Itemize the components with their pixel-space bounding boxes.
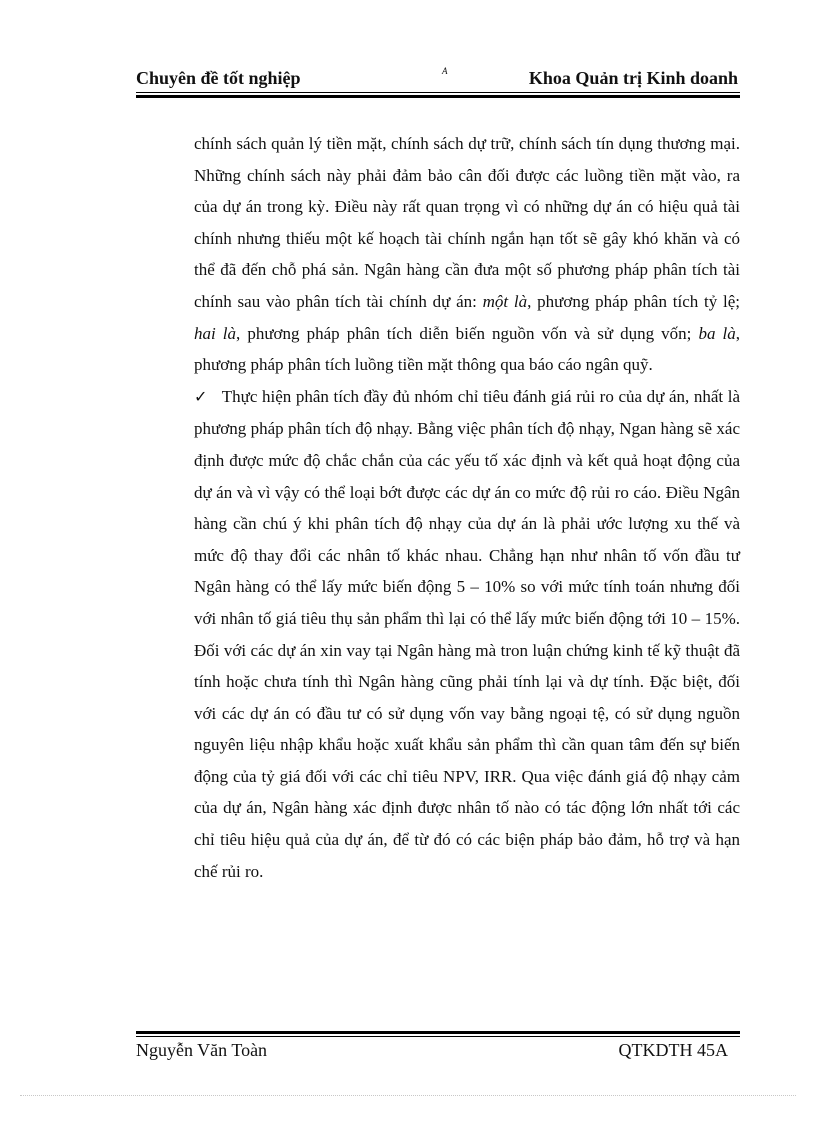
footer-class: QTKDTH 45A bbox=[618, 1040, 728, 1060]
footer-author: Nguyễn Văn Toàn bbox=[136, 1040, 268, 1060]
p1-text-a: chính sách quản lý tiền mặt, chính sách dự trữ, chính sách tín dụng thương mại. Những chính sách này phải đảm bảo cân đối được các luồng tiền mặt vào, ra của dự án trong kỳ. Điều này rất quan trọng vì có những dự án có hiệu quả tài chính nhưng thiếu một kế hoạch tài chính ngắn hạn tốt sẽ gây khó khăn và có thể đã đến chỗ phá sản. Ngân hàng cần đưa một số phương pháp phân tích tài chính sau vào phân tích tài chính dự án: bbox=[194, 134, 740, 311]
p1-em-2: hai là bbox=[194, 323, 237, 343]
body-text bbox=[194, 128, 740, 887]
footer-rule-thick bbox=[136, 1031, 740, 1034]
paragraph-1 bbox=[194, 128, 740, 381]
page-footer bbox=[136, 1040, 740, 1066]
page-bottom-dotted-line bbox=[20, 1095, 796, 1096]
footer-rule-thin bbox=[136, 1036, 740, 1037]
paragraph-2 bbox=[194, 381, 740, 888]
p1-text-d: , phương pháp phân tích luồng tiền mặt thông qua báo cáo ngân quỹ. bbox=[194, 323, 741, 375]
page-header bbox=[136, 66, 740, 92]
p2-text: Thực hiện phân tích đầy đủ nhóm chỉ tiêu đánh giá rủi ro của dự án, nhất là phương pháp phân tích độ nhạy. Bằng việc phân tích độ nhạy, Ngan hàng sẽ xác định được mức độ chắc chắn của các yếu tố xác định và kết quả hoạt động của dự án và vì vậy có thể loại bớt được các dự án co mức độ rủi ro cáo. Điều Ngân hàng cần chú ý khi phân tích độ nhạy của dự án là phải ước lượng xu thế và mức độ thay đổi các nhân tố khác nhau. Chẳng hạn như nhân tố vốn đầu tư Ngân hàng có thể lấy mức biến động 5 – 10% so với mức tính toán nhưng đối với nhân tố giá tiêu thụ sản phẩm thì lại có thể lấy mức biến động tới 10 – 15%. Đối với các dự án xin vay tại Ngân hàng mà tron luận chứng kinh tế kỹ thuật đã tính hoặc chưa tính thì Ngân hàng cũng phải tính lại và dự tính. Đặc biệt, đối với các dự án có đầu tư có sử dụng vốn vay bằng ngoại tệ, có sử dụng nguồn nguyên liệu nhập khẩu hoặc xuất khẩu sản phẩm thì cần quan tâm đến sự biến động của tỷ giá đối với các chỉ tiêu NPV, IRR. Qua việc đánh giá độ nhạy cảm của dự án, Ngân hàng xác định được nhân tố nào có tác động lớn nhất tới các chỉ tiêu hiệu quả của dự án, để từ đó có các biện pháp bảo đảm, hỗ trợ và hạn chế rủi ro. bbox=[194, 386, 740, 881]
header-title-right: Khoa Quản trị Kinh doanh bbox=[528, 68, 738, 88]
header-title-left: Chuyên đề tốt nghiệp bbox=[136, 68, 301, 88]
checkmark-icon: ✓ bbox=[194, 388, 208, 406]
header-rule-thick bbox=[136, 95, 740, 98]
p1-text-b: , phương pháp phân tích tỷ lệ; bbox=[527, 291, 740, 311]
header-mark: A bbox=[442, 66, 448, 76]
header-rule-thin bbox=[136, 92, 740, 93]
p1-em-3: ba là bbox=[698, 323, 736, 343]
p1-em-1: một là bbox=[482, 291, 528, 311]
p1-text-c: , phương pháp phân tích diễn biến nguồn vốn và sử dụng vốn; bbox=[236, 323, 699, 343]
